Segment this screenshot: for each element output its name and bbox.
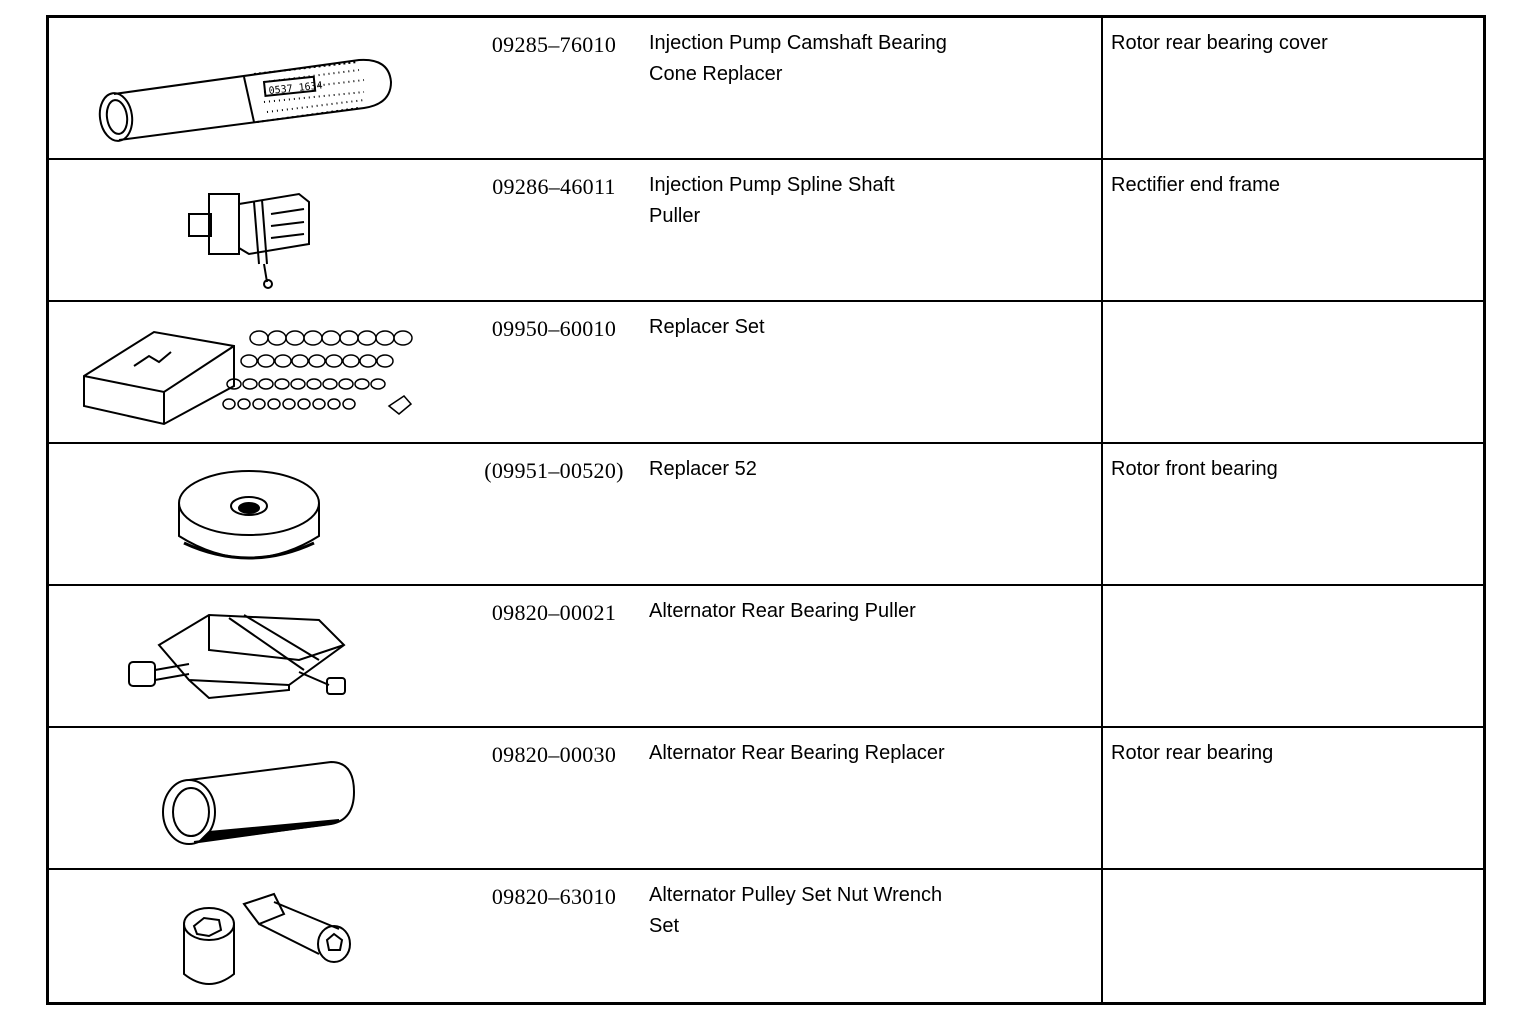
tool-usage: Rectifier end frame xyxy=(1111,174,1280,196)
column-divider xyxy=(1101,728,1103,868)
table-row xyxy=(49,870,1483,1002)
tool-name-line: Injection Pump Camshaft Bearing xyxy=(649,32,947,54)
part-number: 09286–46011 xyxy=(492,174,616,199)
part-number: (09951–00520) xyxy=(484,458,624,483)
column-divider xyxy=(1101,586,1103,726)
table-row xyxy=(49,444,1483,586)
sleeve-replacer-icon xyxy=(59,732,459,864)
disc-replacer-icon xyxy=(59,448,459,580)
tool-name xyxy=(649,596,1089,627)
tool-name xyxy=(649,880,1089,942)
table-row xyxy=(49,18,1483,160)
tool-name xyxy=(649,170,1089,232)
table-row xyxy=(49,302,1483,444)
part-number: 09285–76010 xyxy=(491,32,617,57)
column-divider xyxy=(1101,444,1103,584)
svg-text:0537 1634: 0537 1634 xyxy=(268,80,324,97)
tool-name-line: Cone Replacer xyxy=(649,63,783,85)
part-number: 09820–00030 xyxy=(491,742,617,767)
tool-name-line: Alternator Rear Bearing Replacer xyxy=(649,742,945,764)
tool-name-line: Puller xyxy=(649,205,701,227)
tool-name-line: Alternator Pulley Set Nut Wrench xyxy=(649,884,943,906)
part-number: 09820–00021 xyxy=(491,600,617,625)
tool-name-line: Set xyxy=(649,915,680,937)
part-number: 09820–63010 xyxy=(491,884,617,909)
part-number: 09950–60010 xyxy=(491,316,617,341)
tool-usage: Rotor front bearing xyxy=(1111,458,1278,480)
tool-usage: Rotor rear bearing cover xyxy=(1111,32,1328,54)
tube-replacer-icon xyxy=(59,22,459,154)
table-row xyxy=(49,160,1483,302)
tool-name-line: Injection Pump Spline Shaft xyxy=(649,174,895,196)
table-row xyxy=(49,728,1483,870)
column-divider xyxy=(1101,160,1103,300)
tool-name xyxy=(649,28,1089,90)
tool-name xyxy=(649,738,1089,769)
special-tool-table xyxy=(46,15,1486,1005)
tool-name xyxy=(649,312,1089,343)
tool-usage: Rotor rear bearing xyxy=(1111,742,1274,764)
tool-name-line: Replacer 52 xyxy=(649,458,757,480)
column-divider xyxy=(1101,870,1103,1002)
bearing-puller-icon xyxy=(59,590,459,722)
table-row xyxy=(49,586,1483,728)
spline-puller-icon xyxy=(59,164,459,296)
tool-name-line: Alternator Rear Bearing Puller xyxy=(649,600,916,622)
tool-name-line: Replacer Set xyxy=(649,316,765,338)
socket-wrench-set-icon xyxy=(59,874,459,1006)
column-divider xyxy=(1101,302,1103,442)
replacer-set-case-icon xyxy=(59,306,459,438)
tool-name xyxy=(649,454,1089,485)
column-divider xyxy=(1101,18,1103,158)
